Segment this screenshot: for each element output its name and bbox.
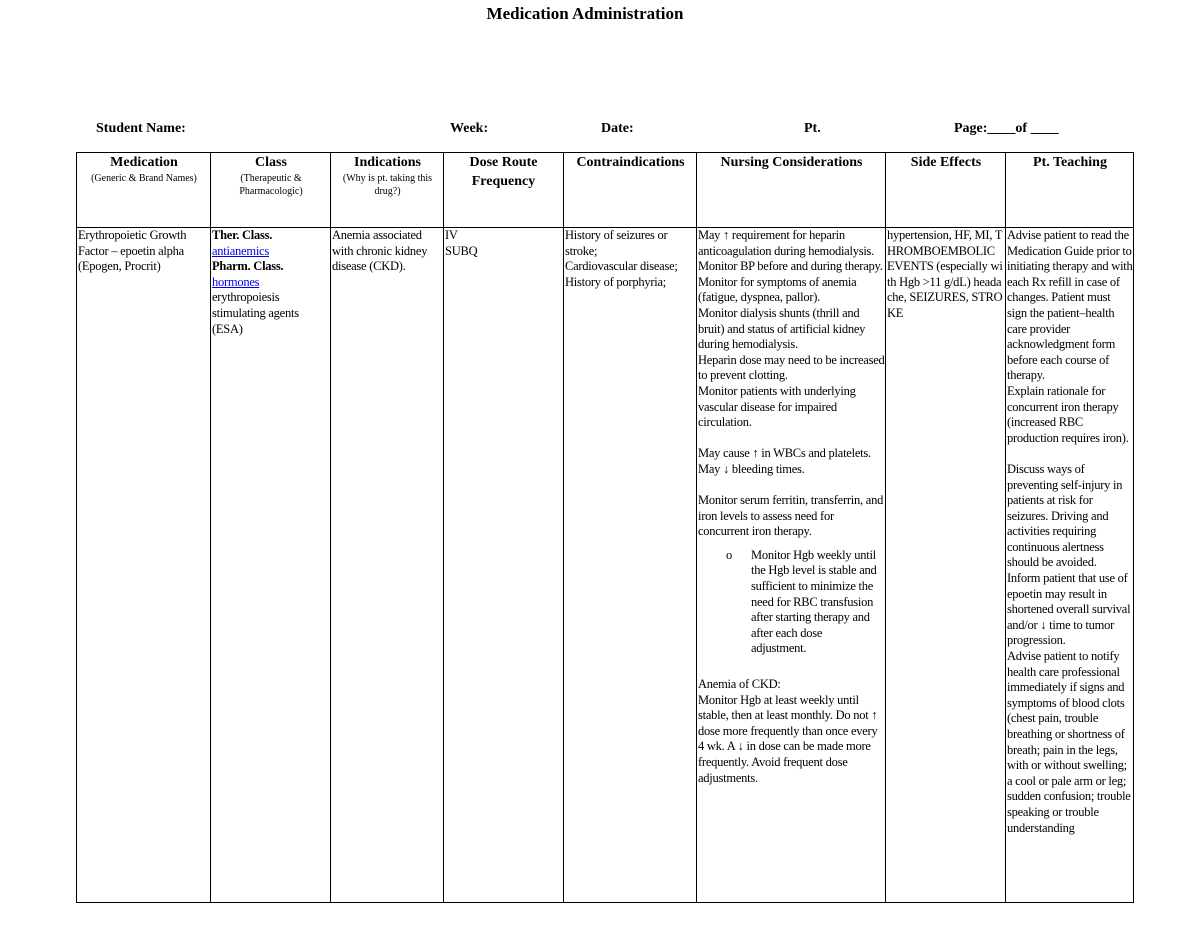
side-effects-text: hypertension, HF, MI, THROMBOEMBOLIC EVENTS (especially with Hgb >11 g/dL) headache, SEIZURES, STROKE <box>887 228 1003 320</box>
col-subtitle: (Therapeutic & Pharmacologic) <box>239 173 303 197</box>
col-title: Contraindications <box>576 155 685 170</box>
col-title: Indications <box>354 155 421 170</box>
col-header-class <box>211 153 331 228</box>
route-item: SUBQ <box>445 243 478 258</box>
cell-teaching <box>1006 228 1134 903</box>
spacer <box>1007 446 1133 462</box>
nursing-paragraph: Monitor Hgb at least weekly until stable, then at least monthly. Do not ↑ dose more frequently than once every 4 wk. A ↓ in dose can be made more frequently. Avoid frequent dose adjustments. <box>698 692 878 785</box>
nursing-paragraph: Monitor for symptoms of anemia (fatigue, dyspnea, pallor). <box>698 274 857 305</box>
teaching-paragraph: Advise patient to notify health care professional immediately if signs and symptoms of blood clots (chest pain, trouble breathing or shortness of breath; pain in the legs, with or without swelling; a cool or pale arm or leg; sudden confusion; trouble speaking or trouble understanding <box>1007 649 1131 835</box>
pharm-class-label: Pharm. Class. <box>212 259 284 274</box>
col-header-medication <box>77 153 211 228</box>
nursing-sub-bullet <box>698 548 885 657</box>
teaching-paragraph: Inform patient that use of epoetin may result in shortened overall survival and/or ↓ time to tumor progression. <box>1007 571 1131 648</box>
col-title: Dose Route Frequency <box>469 155 538 189</box>
col-header-side-effects <box>886 153 1006 228</box>
col-title: Class <box>255 155 287 170</box>
col-title: Medication <box>110 155 178 170</box>
page-number-label: Page:____of ____ <box>954 121 1059 136</box>
nursing-paragraph: May cause ↑ in WBCs and platelets. May ↓ bleeding times. <box>698 446 871 476</box>
cell-dose-route <box>444 228 564 903</box>
pharm-class-link[interactable]: hormones <box>212 274 260 289</box>
date-label: Date: <box>601 121 634 136</box>
table-row <box>77 228 1134 903</box>
cell-side-effects <box>886 228 1006 903</box>
week-label: Week: <box>450 121 489 136</box>
cell-nursing <box>697 228 886 903</box>
nursing-paragraph: Monitor BP before and during therapy. <box>698 259 883 274</box>
col-subtitle: (Generic & Brand Names) <box>91 173 197 184</box>
contraindication-item: History of seizures or stroke; <box>565 228 668 258</box>
col-title: Pt. Teaching <box>1033 155 1107 170</box>
col-title: Side Effects <box>910 155 982 170</box>
nursing-paragraph: Monitor patients with underlying vascular disease for impaired circulation. <box>698 383 856 430</box>
cell-class <box>211 228 331 903</box>
col-header-teaching <box>1006 153 1134 228</box>
col-title: Nursing Considerations <box>720 155 863 170</box>
document-title: Medication Administration <box>486 4 684 23</box>
bullet-circle-icon: o <box>726 547 732 562</box>
col-subtitle: (Why is pt. taking this drug?) <box>342 173 433 197</box>
ther-class-link[interactable]: antianemics <box>212 243 269 258</box>
teaching-paragraph: Explain rationale for concurrent iron therapy (increased RBC production requires iron). <box>1007 383 1129 445</box>
nursing-paragraph: May ↑ requirement for heparin anticoagulation during hemodialysis. <box>698 228 875 258</box>
contraindication-item: History of porphyria; <box>565 274 666 289</box>
route-item: IV <box>445 228 458 242</box>
class-extra: erythropoiesis stimulating agents (ESA) <box>212 290 299 336</box>
nursing-paragraph: Heparin dose may need to be increased to prevent clotting. <box>698 352 885 383</box>
patient-label: Pt. <box>804 121 821 136</box>
nursing-paragraph: Monitor serum ferritin, transferrin, and iron levels to assess need for concurrent iron therapy. <box>698 493 884 539</box>
nursing-paragraph: Anemia of CKD: <box>698 677 781 692</box>
table-header-row <box>77 153 1134 228</box>
nursing-paragraph: Monitor dialysis shunts (thrill and bruit) and status of artificial kidney during hemodialysis. <box>698 305 866 352</box>
medication-table <box>76 152 1134 903</box>
col-header-dose <box>444 153 564 228</box>
col-header-nursing <box>697 153 886 228</box>
teaching-paragraph: Discuss ways of preventing self-injury in patients at risk for seizures. Driving and activities requiring continuous alertness should be avoided. <box>1007 461 1123 570</box>
student-name-label: Student Name: <box>96 121 186 136</box>
col-header-contraindications <box>564 153 697 228</box>
col-header-indications <box>331 153 444 228</box>
cell-indications <box>331 228 444 903</box>
indications-text: Anemia associated with chronic kidney disease (CKD). <box>332 228 428 274</box>
bullet-text: Monitor Hgb weekly until the Hgb level is stable and sufficient to minimize the need for RBC transfusion after starting therapy and after each dose adjustment. <box>751 547 877 656</box>
ther-class-label: Ther. Class. <box>212 228 273 242</box>
cell-contraindications <box>564 228 697 903</box>
spacer <box>698 478 885 494</box>
teaching-paragraph: Advise patient to read the Medication Guide prior to initiating therapy and with each Rx refill in case of changes. Patient must sign the patient–health care provider acknowledgment form before each course of therapy. <box>1007 228 1133 383</box>
spacer <box>698 431 885 447</box>
contraindication-item: Cardiovascular disease; <box>565 259 678 274</box>
medication-name: Erythropoietic Growth Factor – epoetin alpha (Epogen, Procrit) <box>78 228 187 274</box>
cell-medication <box>77 228 211 903</box>
